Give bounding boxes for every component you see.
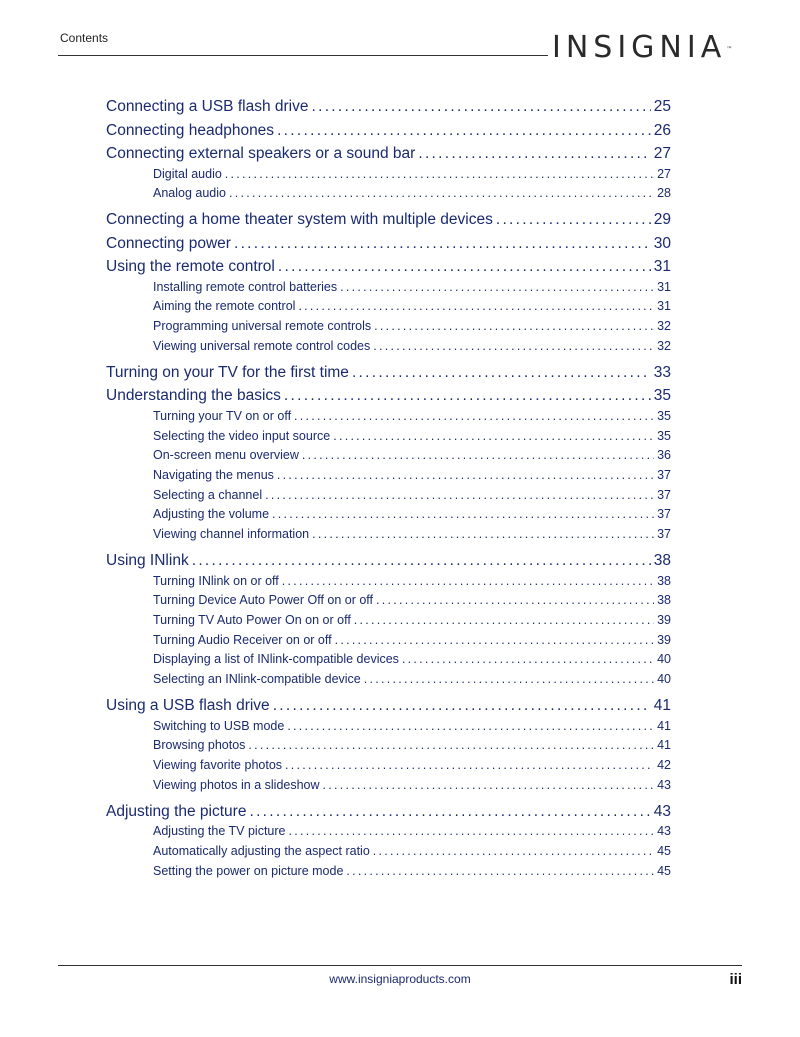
toc-subentry[interactable]	[153, 504, 671, 524]
dot-leader	[340, 277, 654, 297]
toc-page-number: 38	[657, 573, 671, 588]
toc-page-number: 35	[657, 408, 671, 423]
toc-page-number: 31	[657, 299, 671, 314]
header-rule	[58, 55, 548, 56]
toc-title: Programming universal remote controls	[153, 319, 372, 334]
toc-title: Displaying a list of INlink-compatible devices	[153, 652, 399, 667]
dot-leader	[346, 861, 654, 881]
toc-subentry[interactable]	[153, 485, 671, 505]
dot-leader	[302, 445, 654, 465]
toc-page-number: 27	[657, 166, 671, 181]
toc-page-number: 37	[657, 487, 671, 502]
toc-title: On-screen menu overview	[153, 448, 299, 463]
toc-subentry[interactable]	[153, 630, 671, 650]
toc-title: Viewing channel information	[153, 527, 310, 541]
toc-title: Turning INlink on or off	[153, 573, 279, 588]
logo-trademark: ™	[726, 46, 733, 53]
dot-leader	[496, 208, 651, 232]
toc-page-number: 28	[657, 186, 671, 201]
toc-title: Analog audio	[153, 186, 226, 201]
toc-entry[interactable]	[106, 95, 671, 119]
dot-leader	[272, 504, 654, 524]
toc-page-number: 39	[657, 612, 671, 627]
toc-title: Browsing photos	[153, 738, 246, 753]
toc-page-number: 45	[657, 863, 671, 878]
toc-title: Turning on your TV for the first time	[106, 363, 349, 381]
toc-subentry[interactable]	[153, 841, 671, 861]
toc-subentry[interactable]	[153, 336, 671, 356]
toc-title: Automatically adjusting the aspect ratio	[153, 843, 370, 858]
toc-entry[interactable]	[106, 142, 671, 166]
toc-subentry[interactable]	[153, 755, 671, 775]
toc-title: Selecting an INlink-compatible device	[153, 672, 361, 686]
toc-title: Using the remote control	[106, 258, 275, 276]
toc-page-number: 36	[657, 448, 671, 463]
toc-page-number: 43	[653, 802, 671, 820]
dot-leader	[284, 384, 651, 408]
dot-leader	[192, 549, 651, 573]
dot-leader	[282, 571, 654, 591]
toc-page-number: 42	[657, 757, 671, 772]
dot-leader	[225, 164, 654, 184]
dot-leader	[273, 694, 651, 718]
toc-subentry[interactable]	[153, 277, 671, 297]
dot-leader	[277, 119, 651, 143]
toc-page-number: 38	[657, 593, 671, 608]
toc-page-number: 31	[653, 258, 671, 276]
toc-title: Turning Audio Receiver on or off	[153, 632, 332, 647]
toc-entry[interactable]	[106, 361, 671, 385]
toc-subentry[interactable]	[153, 571, 671, 591]
toc-title: Selecting the video input source	[153, 428, 331, 443]
toc-page-number: 30	[653, 234, 671, 252]
dot-leader	[311, 95, 650, 119]
toc-page-number: 39	[657, 632, 671, 647]
toc-page-number: 26	[653, 121, 671, 139]
toc-subentry[interactable]	[153, 164, 671, 184]
dot-leader	[373, 841, 654, 861]
toc-page-number: 25	[653, 98, 671, 115]
toc-title: Viewing photos in a slideshow	[153, 777, 320, 792]
dot-leader	[288, 821, 654, 841]
toc-entry[interactable]	[106, 208, 671, 232]
toc-title: Connecting headphones	[106, 121, 275, 139]
toc-page-number: 41	[657, 718, 671, 733]
dot-leader	[298, 296, 654, 316]
toc-subentry[interactable]	[153, 406, 671, 426]
dot-leader	[418, 142, 650, 166]
toc-title: Adjusting the picture	[106, 802, 247, 820]
dot-leader	[402, 649, 654, 669]
toc-page-number: 37	[657, 507, 671, 522]
toc-subentry[interactable]	[153, 590, 671, 610]
toc-title: Connecting a home theater system with multiple devices	[106, 211, 493, 229]
toc-entry[interactable]	[106, 694, 671, 718]
toc-page-number: 32	[657, 319, 671, 334]
toc-title: Connecting external speakers or a sound bar	[106, 145, 416, 162]
dot-leader	[278, 255, 651, 279]
toc-page-number: 37	[657, 527, 671, 541]
page-number: iii	[729, 971, 742, 988]
toc-page-number: 29	[653, 211, 671, 229]
toc-title: Connecting a USB flash drive	[106, 98, 309, 115]
toc-subentry[interactable]	[153, 296, 671, 316]
dot-leader	[312, 524, 654, 544]
dot-leader	[373, 336, 654, 356]
toc-title: Selecting a channel	[153, 487, 263, 502]
toc-subentry[interactable]	[153, 465, 671, 485]
dot-leader	[352, 361, 651, 385]
dot-leader	[374, 316, 654, 336]
toc-title: Navigating the menus	[153, 467, 274, 482]
toc-page-number: 32	[657, 338, 671, 353]
dot-leader	[248, 735, 654, 755]
toc-entry[interactable]	[106, 800, 671, 824]
toc-page-number: 38	[653, 552, 671, 569]
toc-title: Digital audio	[153, 166, 222, 181]
dot-leader	[294, 406, 654, 426]
toc-page-number: 31	[657, 279, 671, 294]
dot-leader	[265, 485, 654, 505]
dot-leader	[323, 775, 655, 795]
brand-logo	[552, 30, 733, 66]
dot-leader	[335, 630, 655, 650]
toc-subentry[interactable]	[153, 649, 671, 669]
toc-subentry[interactable]	[153, 524, 671, 544]
dot-leader	[364, 669, 654, 689]
toc-title: Understanding the basics	[106, 387, 281, 405]
footer-rule	[58, 965, 742, 966]
dot-leader	[234, 232, 651, 256]
toc-page-number: 45	[657, 843, 671, 858]
toc-entry[interactable]	[106, 255, 671, 279]
toc-title: Using INlink	[106, 552, 189, 569]
toc-page-number: 35	[657, 428, 671, 443]
toc-title: Adjusting the volume	[153, 507, 270, 522]
toc-entry[interactable]	[106, 232, 671, 256]
toc-subentry[interactable]	[153, 821, 671, 841]
toc-page-number: 27	[653, 145, 671, 162]
toc-title: Adjusting the TV picture	[153, 824, 286, 839]
toc-page-number: 40	[657, 652, 671, 667]
toc-title: Installing remote control batteries	[153, 279, 338, 294]
toc-subentry[interactable]	[153, 445, 671, 465]
toc-page-number: 40	[657, 672, 671, 686]
toc-subentry[interactable]	[153, 716, 671, 736]
toc-title: Viewing favorite photos	[153, 757, 283, 772]
toc-subentry[interactable]	[153, 183, 671, 203]
toc-page-number: 41	[657, 738, 671, 753]
toc-subentry[interactable]	[153, 426, 671, 446]
toc-title: Viewing universal remote control codes	[153, 338, 371, 353]
toc-title: Turning your TV on or off	[153, 408, 292, 423]
dot-leader	[287, 716, 654, 736]
logo-text: INSIGNIA	[552, 30, 727, 65]
toc-entry[interactable]	[106, 549, 671, 573]
toc-subentry[interactable]	[153, 610, 671, 630]
toc-title: Switching to USB mode	[153, 718, 285, 733]
dot-leader	[249, 800, 650, 824]
dot-leader	[333, 426, 654, 446]
toc-subentry[interactable]	[153, 735, 671, 755]
toc-subentry[interactable]	[153, 316, 671, 336]
toc-title: Using a USB flash drive	[106, 697, 270, 714]
toc-title: Aiming the remote control	[153, 299, 296, 314]
dot-leader	[285, 755, 654, 775]
toc-subentry[interactable]	[153, 861, 671, 881]
footer-url[interactable]: www.insigniaproducts.com	[329, 972, 471, 986]
toc-subentry[interactable]	[153, 775, 671, 795]
dot-leader	[376, 590, 654, 610]
dot-leader	[277, 465, 654, 485]
toc-page-number: 33	[653, 363, 671, 381]
toc-page-number: 43	[657, 777, 671, 792]
toc-page-number: 41	[653, 697, 671, 714]
toc-subentry[interactable]	[153, 669, 671, 689]
toc-entry[interactable]	[106, 119, 671, 143]
toc-title: Setting the power on picture mode	[153, 863, 344, 878]
toc-page-number: 43	[657, 824, 671, 839]
toc-title: Turning Device Auto Power Off on or off	[153, 593, 374, 608]
toc-page-number: 35	[653, 387, 671, 405]
dot-leader	[229, 183, 654, 203]
toc-entry[interactable]	[106, 384, 671, 408]
toc-title: Connecting power	[106, 234, 231, 252]
toc-title: Turning TV Auto Power On on or off	[153, 612, 351, 627]
section-label: Contents	[60, 31, 109, 45]
dot-leader	[354, 610, 654, 630]
toc-page-number: 37	[657, 467, 671, 482]
